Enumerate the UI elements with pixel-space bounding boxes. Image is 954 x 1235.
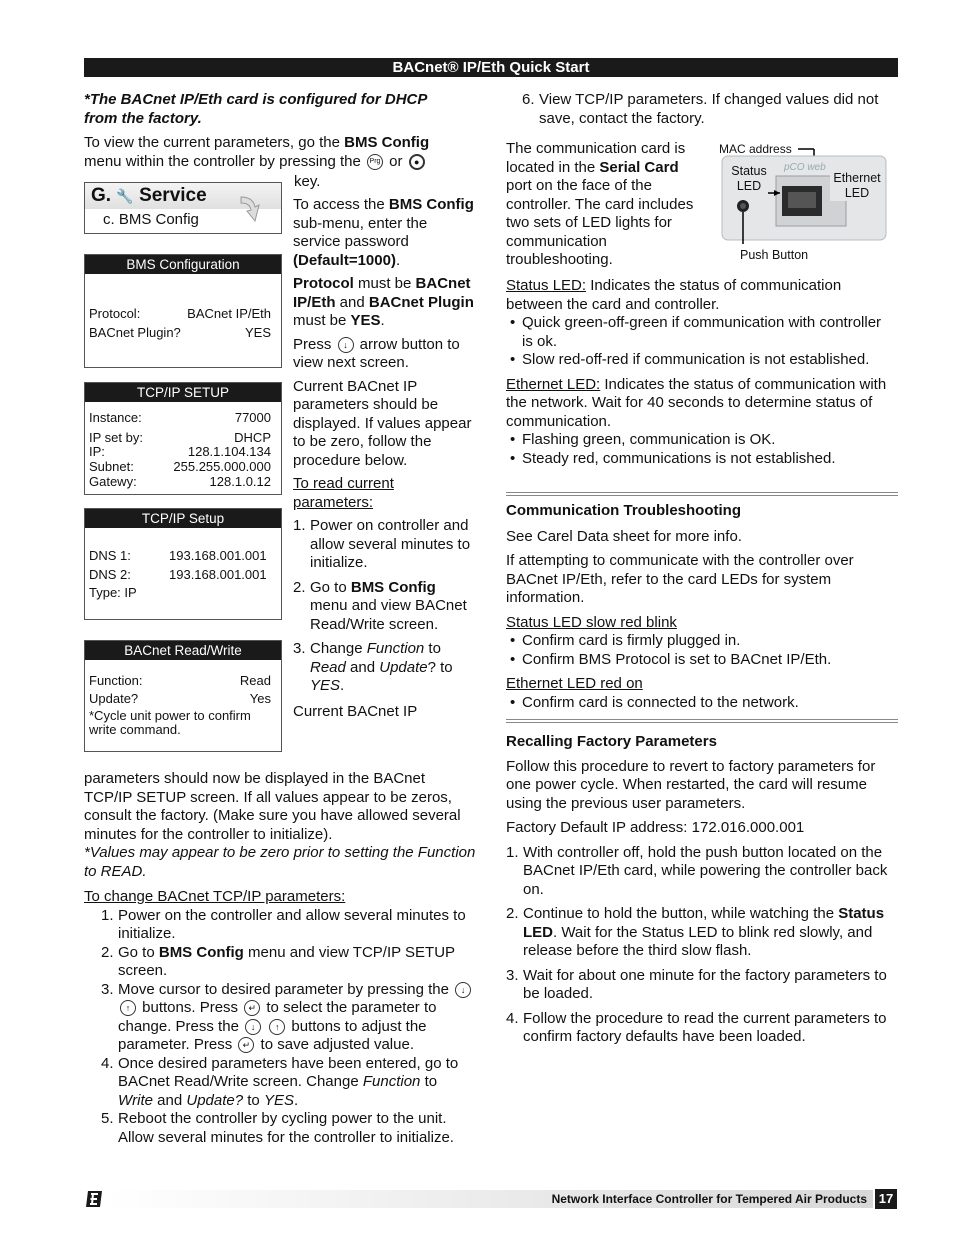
- change-step-2: 2. Go to BMS Config menu and view TCP/IP SETUP screen.: [101, 943, 455, 979]
- slow-bullet-1: • Confirm card is firmly plugged in.: [510, 632, 741, 649]
- type-row: Type: IP: [89, 585, 137, 600]
- arrow-right-icon: [239, 189, 259, 223]
- svg-text:pCO web: pCO web: [784, 162, 826, 173]
- section-header: BACnet® IP/Eth Quick Start: [84, 58, 898, 77]
- tcp-ip-dns-title: TCP/IP Setup: [85, 509, 281, 528]
- right-column-main: [506, 277, 894, 468]
- wrench-icon: 🔧: [116, 188, 134, 204]
- factory-step-4: 4. Follow the procedure to read the current parameters to confirm factory defaults have been loaded.: [506, 1009, 887, 1045]
- slow-bullet-2: • Confirm BMS Protocol is set to BACnet IP/Eth.: [510, 650, 832, 668]
- status-led-label: Status LED: [731, 164, 767, 193]
- step-6-block: [506, 91, 894, 128]
- factory-heading: Recalling Factory Parameters: [506, 733, 717, 750]
- middle-column: [293, 196, 476, 721]
- change-step-3: 3. Move cursor to desired parameter by pressing the ↓ ↑ buttons. Press ↵ to select the parameter to change. Press the ↓ ↑ buttons to adjust the parameter. Press ↵ to save adjusted value.: [101, 981, 476, 1055]
- tcp-ip-dns-screen: [84, 508, 282, 620]
- status-led-bullets: [506, 314, 894, 370]
- enter-arrow-icon: ↵: [244, 1000, 260, 1016]
- intro-key: key.: [294, 173, 321, 190]
- read-step-2: 2. Go to BMS Config menu and view BACnet Read/Write screen.: [293, 578, 467, 633]
- red-on-heading: Ethernet LED red on: [506, 675, 643, 692]
- factory-section: [506, 733, 898, 1047]
- push-button-label: Push Button: [740, 248, 809, 262]
- change-steps: [84, 907, 476, 1148]
- card-location-paragraph: The communication card is located in the Serial Card port on the face of the controller. The card includes two sets of LED lights for communication troubleshooting.: [506, 140, 694, 268]
- change-step-4: 4. Once desired parameters have been entered, go to BACnet Read/Write screen. Change Function to Write and Update? to YES.: [101, 1054, 459, 1109]
- section-divider: [506, 492, 898, 496]
- status-bullet-1: • Quick green-off-green if communication with controller is ok.: [510, 314, 882, 350]
- protocol-paragraph: Protocol must be BACnet IP/Eth and BACnet Plugin must be YES.: [293, 275, 474, 329]
- mac-address-label: MAC address: [719, 142, 792, 156]
- page-number: 17: [875, 1189, 897, 1209]
- step-6: 6. View TCP/IP parameters. If changed values did not save, contact the factory.: [522, 91, 879, 127]
- press-paragraph: Press ↓ arrow button to view next screen.: [293, 335, 460, 371]
- change-step-1: 1. Power on the controller and allow several minutes to initialize.: [101, 906, 466, 942]
- factory-ip: Factory Default IP address: 172.016.000.001: [506, 819, 805, 836]
- access-paragraph: To access the BMS Config sub-menu, enter the service password (Default=1000).: [293, 196, 474, 269]
- slow-blink-heading: Status LED slow red blink: [506, 613, 677, 631]
- ethernet-led-bullets: [506, 431, 894, 468]
- ethernet-led-paragraph: Ethernet LED: Indicates the status of communication with the network. Wait for 40 seconds to determine status of communication.: [506, 375, 887, 430]
- instance-row: Instance: 77000: [89, 410, 271, 425]
- eth-bullet-2: • Steady red, communications is not established.: [510, 449, 836, 467]
- subnet-row: Subnet: 255.255.000.000: [89, 459, 271, 474]
- intro-text: To view the current parameters, go the BMS Config menu within the controller by pressing the Prg or ●: [84, 134, 430, 170]
- change-step-5: 5. Reboot the controller by cycling power to the unit. Allow several minutes for the controller to initialize.: [101, 1110, 454, 1146]
- read-steps: [293, 517, 476, 696]
- status-bullet-2: • Slow red-off-red if communication is not established.: [510, 351, 870, 368]
- change-heading: To change BACnet TCP/IP parameters:: [84, 888, 346, 905]
- service-title: G. 🔧 Service: [85, 183, 281, 209]
- ip-set-row: IP set by: DHCP: [89, 430, 271, 445]
- section-divider: [506, 719, 898, 723]
- eth-bullet-1: • Flashing green, communication is OK.: [510, 431, 776, 448]
- gateway-row: Gatewy: 128.1.0.12: [89, 474, 271, 489]
- dhcp-note: *The BACnet IP/Eth card is configured for DHCP from the factory.: [84, 91, 427, 127]
- up-arrow-icon: ↑: [269, 1019, 285, 1035]
- status-led-paragraph: Status LED: Indicates the status of communication between the card and controller.: [506, 277, 842, 313]
- troubleshooting-section: [506, 502, 898, 712]
- factory-step-2: 2. Continue to hold the button, while watching the Status LED. Wait for the Status LED to blink red slowly, and release before the third slow flash.: [506, 905, 885, 959]
- function-row: Function: Read: [89, 673, 271, 688]
- prg-key-icon: Prg: [367, 154, 383, 170]
- factory-steps: [506, 844, 898, 1047]
- continuation-block: [84, 770, 476, 1147]
- current-paragraph: Current BACnet IP parameters should be displayed. If values appear to be zero, follow the procedure below.: [293, 377, 472, 469]
- slow-blink-bullets: [506, 632, 898, 669]
- current-params-line: Current BACnet IP: [293, 702, 418, 720]
- carel-note: See Carel Data sheet for more info.: [506, 527, 742, 545]
- troubleshooting-text: If attempting to communicate with the controller over BACnet IP/Eth, refer to the card LEDs for system information.: [506, 552, 854, 606]
- red-bullet-1: • Confirm card is connected to the network.: [510, 693, 799, 711]
- bms-config-screen: [84, 254, 282, 368]
- troubleshooting-heading: Communication Troubleshooting: [506, 502, 741, 519]
- dns2-row: DNS 2: 193.168.001.001: [89, 567, 267, 582]
- protocol-row: Protocol: BACnet IP/Eth: [89, 306, 271, 321]
- bms-config-title: BMS Configuration: [85, 255, 281, 274]
- ethernet-led-label: Ethernet LED: [830, 171, 884, 201]
- enter-arrow-icon: ↵: [238, 1037, 254, 1053]
- up-arrow-icon: ↑: [120, 1000, 136, 1016]
- factory-step-1: 1. With controller off, hold the push button located on the BACnet IP/Eth card, while powering the controller back on.: [506, 843, 888, 898]
- down-arrow-icon: ↓: [455, 982, 471, 998]
- red-on-bullets: [506, 694, 898, 713]
- read-write-title: BACnet Read/Write: [85, 641, 281, 660]
- service-submenu: c. BMS Config: [103, 211, 199, 228]
- brand-logo-icon: [84, 1189, 104, 1209]
- read-step-1: 1. Power on controller and allow several minutes to initialize.: [293, 517, 471, 571]
- down-arrow-icon: ↓: [338, 337, 354, 353]
- card-image-icon: [716, 140, 896, 264]
- down-arrow-icon: ↓: [245, 1019, 261, 1035]
- card-figure: [716, 140, 896, 264]
- dns1-row: DNS 1: 193.168.001.001: [89, 548, 267, 563]
- read-step-3: 3. Change Function to Read and Update? to YES.: [293, 640, 453, 694]
- tcp-ip-setup-title: TCP/IP SETUP: [85, 383, 281, 402]
- intro-block: [84, 91, 464, 171]
- bacnet-read-write-screen: [84, 640, 282, 752]
- enter-key-icon: ●: [409, 154, 425, 170]
- continuation-text: parameters should now be displayed in the BACnet TCP/IP SETUP screen. If all values appear to be zeros, consult the factory. (Make sure you have allowed several minutes for the controller to initialize).: [84, 770, 461, 843]
- zero-values-note: *Values may appear to be zero prior to setting the Function to READ.: [84, 844, 476, 880]
- plugin-row: BACnet Plugin? YES: [89, 325, 271, 340]
- read-heading: To read current parameters:: [293, 475, 394, 511]
- tcp-ip-setup-screen: [84, 382, 282, 495]
- service-menu-box: [84, 182, 282, 234]
- factory-intro: Follow this procedure to revert to factory parameters for one power cycle. When restarted, the card will resume using the previous user parameters.: [506, 757, 876, 812]
- factory-step-3: 3. Wait for about one minute for the factory parameters to be loaded.: [506, 966, 887, 1002]
- update-row: Update? Yes: [89, 691, 271, 706]
- ip-row: IP: 128.1.104.134: [89, 444, 271, 459]
- footer-title: Network Interface Controller for Tempered Air Products: [551, 1192, 867, 1206]
- cycle-note: *Cycle unit power to confirm write command.: [89, 708, 251, 737]
